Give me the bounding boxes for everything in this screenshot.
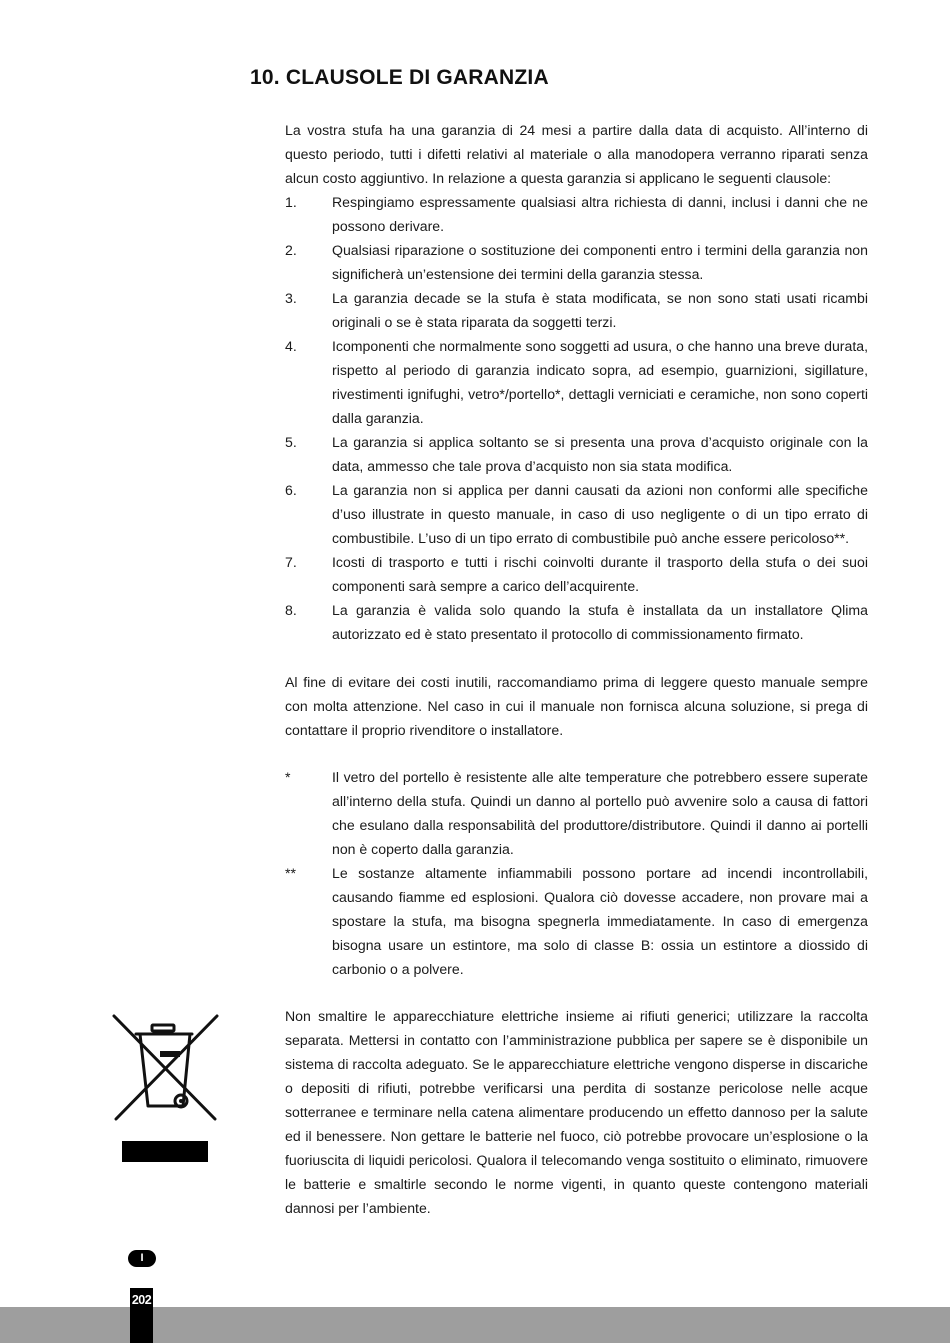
clause-text: La garanzia è valida solo quando la stufa è installata da un installatore Qlima autorizzato ed è stato presentato il protocollo di commissionamento firmato. bbox=[332, 602, 868, 642]
clause-number: 4. bbox=[285, 338, 297, 354]
clause-text: La garanzia si applica soltanto se si presenta una prova d’acquisto originale con la data, ammesso che tale prova d’acquisto non sia stata modifica. bbox=[332, 434, 868, 474]
closing-block bbox=[285, 670, 868, 742]
disposal-block bbox=[285, 1004, 868, 1220]
footnote-mark: ** bbox=[285, 865, 296, 881]
footnote-item bbox=[285, 765, 868, 861]
clause-text: Icomponenti che normalmente sono soggetti ad usura, o che hanno una breve durata, rispetto al periodo di garanzia indicato sopra, ad esempio, guarnizioni, sigillature, rivestimenti ignifughi, vetro*/portello*, dettagli verniciati e ceramiche, non sono coperti dalla garanzia. bbox=[332, 338, 868, 426]
clause-item bbox=[285, 550, 868, 598]
footnote-item bbox=[285, 861, 868, 981]
clause-item bbox=[285, 286, 868, 334]
clause-item bbox=[285, 190, 868, 238]
section-heading: 10. CLAUSOLE DI GARANZIA bbox=[250, 66, 549, 89]
disposal-paragraph: Non smaltire le apparecchiature elettriche insieme ai rifiuti generici; utilizzare la raccolta separata. Mettersi in contatto con l’amministrazione pubblica per sapere se è disponibile un sistema di raccolta adeguato. Se le apparecchiature elettriche vengono disperse in discariche o depositi di rifiuti, potrebbe verificarsi una perdita di sostanze pericolose nelle acque sotterranee e terminare nella catena alimentare producendo un effetto dannoso per la salute ed il benessere. Non gettare le batterie nel fuoco, ciò potrebbe provocare un’esplosione o la fuoriuscita di liquidi pericolosi. Qualora il telecomando venga sostituito o eliminato, rimuovere le batterie e smaltirle secondo le norme vigenti, in quanto queste contengono materiali dannosi per l’ambiente. bbox=[285, 1008, 868, 1216]
clause-item bbox=[285, 478, 868, 550]
footnotes bbox=[285, 765, 868, 981]
clause-item bbox=[285, 238, 868, 286]
closing-paragraph: Al fine di evitare dei costi inutili, raccomandiamo prima di leggere questo manuale sempre con molta attenzione. Nel caso in cui il manuale non fornisca alcuna soluzione, si prega di contattare il proprio rivenditore o installatore. bbox=[285, 674, 868, 738]
language-badge: I bbox=[128, 1250, 156, 1267]
clause-item bbox=[285, 598, 868, 646]
clause-number: 2. bbox=[285, 242, 297, 258]
clause-number: 7. bbox=[285, 554, 297, 570]
clause-text: La garanzia decade se la stufa è stata modificata, se non sono stati usati ricambi originali o se è stata riparata da soggetti terzi. bbox=[332, 290, 868, 330]
clause-text: Qualsiasi riparazione o sostituzione dei componenti entro i termini della garanzia non significherà un’estensione dei termini della garanzia stessa. bbox=[332, 242, 868, 282]
clause-text: Icosti di trasporto e tutti i rischi coinvolti durante il trasporto della stufa o dei suoi componenti sarà sempre a carico dell’acquirente. bbox=[332, 554, 868, 594]
clause-number: 6. bbox=[285, 482, 297, 498]
clause-number: 1. bbox=[285, 194, 297, 210]
clause-text: Respingiamo espressamente qualsiasi altra richiesta di danni, inclusi i danni che ne possono derivare. bbox=[332, 194, 868, 234]
intro-paragraph: La vostra stufa ha una garanzia di 24 mesi a partire dalla data di acquisto. All’interno di questo periodo, tutti i difetti relativi al materiale o alla manodopera verranno riparati senza alcun costo aggiuntivo. In relazione a questa garanzia si applicano le seguenti clausole: bbox=[285, 122, 868, 186]
clause-number: 8. bbox=[285, 602, 297, 618]
clause-number: 5. bbox=[285, 434, 297, 450]
footnote-text: Le sostanze altamente infiammabili possono portare ad incendi incontrollabili, causando fiamme ed esplosioni. Qualora ciò dovesse accadere, non provare mai a spostare la stufa, ma bisogna spegnerla immediatamente. In caso di emergenza bisogna usare un estintore, ma solo di classe B: ossia un estintore a diossido di carbonio o a polvere. bbox=[332, 865, 868, 977]
page-number: 202 bbox=[131, 1293, 152, 1307]
clause-item bbox=[285, 430, 868, 478]
footnote-text: Il vetro del portello è resistente alle alte temperature che potrebbero essere superate all’interno della stufa. Quindi un danno al portello può avvenire solo a causa di fattori che esulano dalla responsabilità del produttore/distributore. Quindi il danno ai portelli non è coperto dalla garanzia. bbox=[332, 769, 868, 857]
clause-number: 3. bbox=[285, 290, 297, 306]
crossed-out-wheelie-bin-icon bbox=[112, 1013, 219, 1124]
footnote-mark: * bbox=[285, 769, 291, 785]
warranty-clauses bbox=[285, 118, 868, 646]
bin-symbol-bar bbox=[122, 1141, 208, 1162]
clause-item bbox=[285, 334, 868, 430]
clause-text: La garanzia non si applica per danni causati da azioni non conformi alle specifiche d’uso illustrate in questo manuale, in caso di uso negligente o di un tipo errato di combustibile. L’uso di un tipo errato di combustibile può anche essere pericoloso**. bbox=[332, 482, 868, 546]
